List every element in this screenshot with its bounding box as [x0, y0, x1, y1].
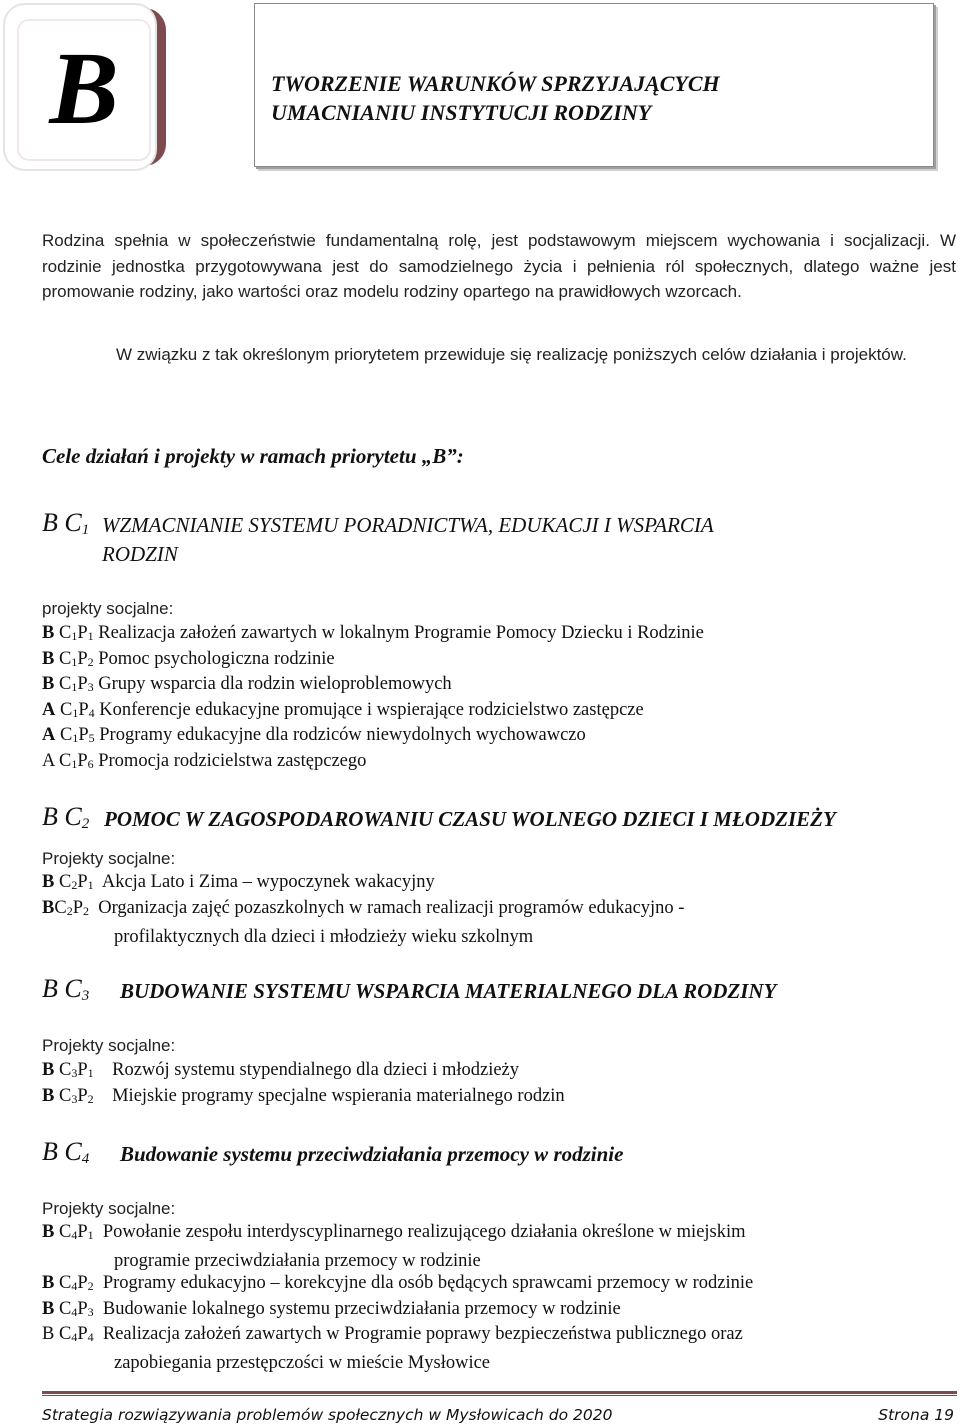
section-title: Budowanie systemu przeciwdziałania przemocy w rodzinie	[120, 1142, 624, 1166]
projects-label: Projekty socjalne:	[42, 1036, 176, 1055]
title-line-2: UMACNIANIU INSTYTUCJI RODZINY	[271, 100, 652, 125]
footer-divider-thin	[42, 1395, 957, 1396]
project-item: B $C_1P_3$ Grupy wsparcia dla rodzin wieloproblemowych	[42, 674, 452, 694]
project-item: B $C_4P_4$ Realizacja założeń zawartych w Programie poprawy bezpieczeństwa publicznego oraz zapobiegania przestępczości w mieście Mysłowice	[42, 1324, 743, 1373]
cele-heading: Cele działań i projekty w ramach priorytetu „B”:	[42, 444, 464, 468]
project-item: B $C_2P_1$ Akcja Lato i Zima – wypoczynek wakacyjny	[42, 872, 435, 892]
section-heading-c3	[42, 974, 952, 1006]
section-heading-c1	[42, 508, 942, 568]
footer-page-number: Strona 19	[878, 1406, 954, 1424]
projects-label: Projekty socjalne:	[42, 849, 176, 868]
project-item: B $C_3P_2$ Miejskie programy specjalne wspierania materialnego rodzin	[42, 1086, 565, 1106]
section-title: BUDOWANIE SYSTEMU WSPARCIA MATERIALNEGO DLA RODZINY	[120, 979, 777, 1003]
project-item: B $C_4P_1$ Powołanie zespołu interdyscyplinarnego realizującego działania określone w miejskim programie przeciwdziałania przemocy w rodzinie	[42, 1222, 746, 1271]
project-item: A $C_1P_5$ Programy edukacyjne dla rodziców niewydolnych wychowawczo	[42, 725, 586, 745]
project-item: A $C_1P_4$ Konferencje edukacyjne promujące i wspierające rodzicielstwo zastępcze	[42, 700, 644, 720]
section-code: B $C_3$	[42, 974, 90, 1004]
project-item: B $C_4P_3$ Budowanie lokalnego systemu przeciwdziałania przemocy w rodzinie	[42, 1299, 621, 1319]
footer-document-title: Strategia rozwiązywania problemów społecznych w Mysłowicach do 2020	[42, 1406, 613, 1424]
title-line-1: TWORZENIE WARUNKÓW SPRZYJAJĄCYCH	[271, 71, 720, 96]
section-code: B $C_2$	[42, 802, 90, 832]
title-box	[254, 3, 934, 167]
page-title	[271, 69, 921, 127]
project-item: B $C_3P_1$ Rozwój systemu stypendialnego dla dzieci i młodzieży	[42, 1060, 520, 1080]
badge-inner	[17, 19, 151, 161]
intro-paragraph-2: W związku z tak określonym priorytetem przewiduje się realizację poniższych celów działania i projektów.	[116, 345, 907, 364]
project-item: A $C_1P_6$ Promocja rodzicielstwa zastępczego	[42, 751, 367, 771]
intro-paragraph-1: Rodzina spełnia w społeczeństwie fundamentalną rolę, jest podstawowym miejscem wychowania i socjalizacji. W rodzinie jednostka przygotowywana jest do samodzielnego życia i pełnienia ról społecznych, dlatego ważne jest promowanie rodziny, jako wartości oraz modelu rodziny opartego na prawidłowych wzorcach.	[42, 231, 956, 301]
project-item: B $C_1P_2$ Pomoc psychologiczna rodzinie	[42, 649, 335, 669]
projects-label: Projekty socjalne:	[42, 1199, 176, 1218]
project-item: B $C_4P_2$ Programy edukacyjno – korekcyjne dla osób będących sprawcami przemocy w rodzinie	[42, 1273, 754, 1293]
project-item: $BC_2P_2$ Organizacja zajęć pozaszkolnych w ramach realizacji programów edukacyjno - profilaktycznych dla dzieci i młodzieży wieku szkolnym	[42, 898, 685, 947]
section-code: B $C_1$	[42, 508, 90, 538]
footer-divider	[42, 1391, 957, 1394]
section-heading-c4	[42, 1137, 952, 1169]
projects-label: projekty socjalne:	[42, 599, 174, 618]
project-item: B $C_1P_1$ Realizacja założeń zawartych w lokalnym Programie Pomocy Dziecku i Rodzinie	[42, 623, 704, 643]
section-code: B $C_4$	[42, 1137, 90, 1167]
badge-letter: B	[49, 31, 119, 146]
priority-badge	[3, 3, 157, 171]
section-title: WZMACNIANIE SYSTEMU PORADNICTWA, EDUKACJI I WSPARCIA RODZIN	[102, 513, 714, 566]
section-title: POMOC W ZAGOSPODAROWANIU CZASU WOLNEGO DZIECI I MŁODZIEŻY	[104, 807, 836, 831]
section-heading-c2	[42, 802, 952, 834]
